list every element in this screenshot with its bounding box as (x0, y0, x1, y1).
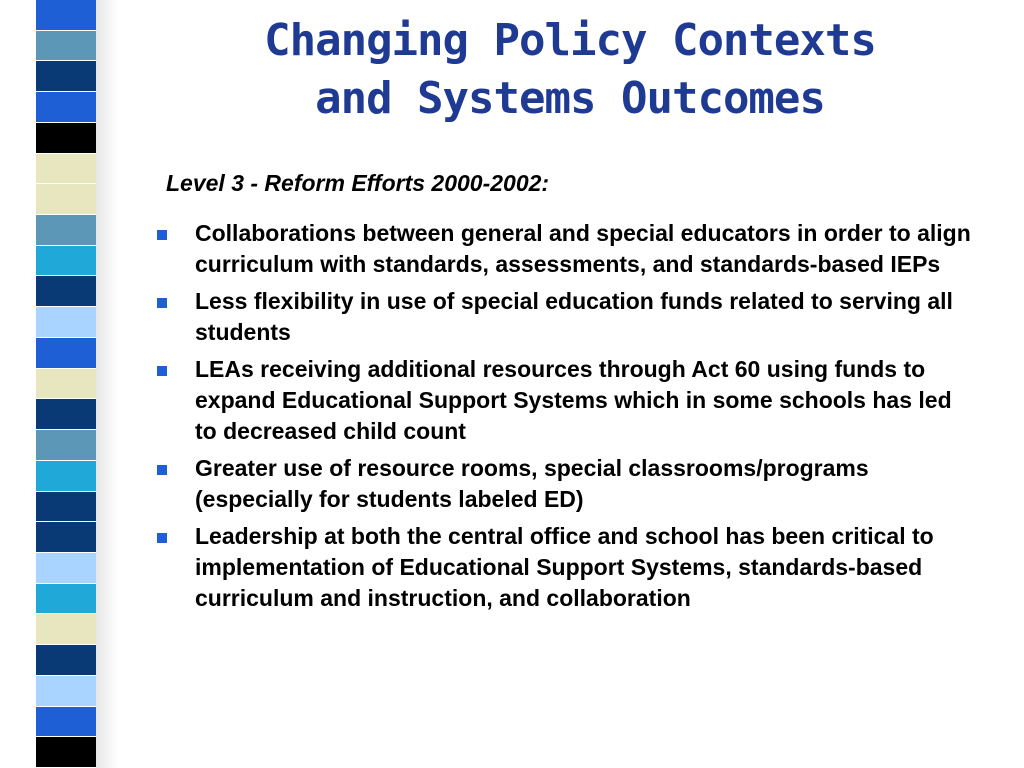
bullet-list (155, 218, 975, 620)
slide-subtitle: Level 3 - Reform Efforts 2000-2002: (166, 170, 550, 196)
stripe-band (36, 92, 96, 123)
stripe-shadow (96, 0, 118, 768)
stripe-band (36, 215, 96, 246)
stripe-band (36, 184, 96, 215)
decorative-stripe (36, 0, 96, 768)
stripe-band (36, 399, 96, 430)
square-bullet-icon (157, 366, 167, 376)
stripe-band (36, 0, 96, 31)
bullet-text: Greater use of resource rooms, special classrooms/programs (especially for students labeled ED) (195, 455, 869, 512)
bullet-item (155, 218, 975, 280)
bullet-text: Collaborations between general and special educators in order to align curriculum with standards, assessments, and standards-based IEPs (195, 220, 971, 277)
square-bullet-icon (157, 298, 167, 308)
stripe-band (36, 676, 96, 707)
stripe-band (36, 154, 96, 185)
bullet-item (155, 453, 975, 515)
stripe-band (36, 461, 96, 492)
stripe-band (36, 31, 96, 62)
title-line-2: and Systems Outcomes (315, 73, 825, 124)
stripe-band (36, 123, 96, 154)
stripe-band (36, 246, 96, 277)
stripe-band (36, 338, 96, 369)
stripe-band (36, 492, 96, 523)
bullet-item (155, 286, 975, 348)
stripe-band (36, 584, 96, 615)
stripe-band (36, 307, 96, 338)
title-line-1: Changing Policy Contexts (264, 15, 876, 66)
stripe-band (36, 61, 96, 92)
stripe-band (36, 369, 96, 400)
stripe-band (36, 645, 96, 676)
bullet-text: Less flexibility in use of special education funds related to serving all students (195, 288, 953, 345)
bullet-item (155, 354, 975, 447)
stripe-band (36, 522, 96, 553)
stripe-band (36, 614, 96, 645)
stripe-band (36, 553, 96, 584)
slide-title (130, 12, 1010, 128)
stripe-band (36, 707, 96, 738)
stripe-band (36, 276, 96, 307)
stripe-band (36, 737, 96, 768)
square-bullet-icon (157, 230, 167, 240)
bullet-text: LEAs receiving additional resources through Act 60 using funds to expand Educational Support Systems which in some schools has led to decreased child count (195, 356, 952, 444)
bullet-item (155, 521, 975, 614)
square-bullet-icon (157, 465, 167, 475)
bullet-text: Leadership at both the central office and school has been critical to implementation of Educational Support Systems, standards-based curriculum and instruction, and collaboration (195, 523, 934, 611)
square-bullet-icon (157, 533, 167, 543)
stripe-band (36, 430, 96, 461)
